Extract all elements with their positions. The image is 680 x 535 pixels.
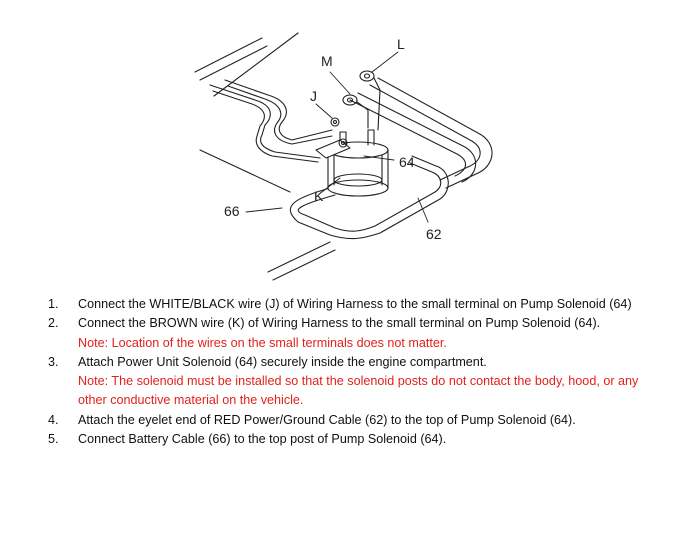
callout-66: 66 bbox=[224, 203, 240, 219]
step-number: 3. bbox=[48, 354, 59, 369]
step-3 bbox=[48, 353, 658, 411]
step-number: 4. bbox=[48, 412, 59, 427]
label-j: J bbox=[310, 88, 317, 104]
instruction-list bbox=[48, 295, 658, 449]
step-number: 1. bbox=[48, 297, 59, 311]
callout-62: 62 bbox=[426, 226, 442, 242]
eyelets bbox=[343, 71, 380, 130]
label-m: M bbox=[321, 53, 333, 69]
label-k: K bbox=[314, 188, 324, 204]
step-2 bbox=[48, 314, 658, 353]
step-number: 2. bbox=[48, 316, 59, 331]
step-text: Connect the BROWN wire (K) of Wiring Harness to the small terminal on Pump Solenoid (64). bbox=[78, 316, 601, 331]
label-l: L bbox=[397, 36, 405, 52]
step-text: Connect Battery Cable (66) to the top post of Pump Solenoid (64). bbox=[78, 432, 447, 447]
step-5 bbox=[48, 430, 658, 449]
leader-lines bbox=[246, 52, 428, 222]
step-text: Connect the WHITE/BLACK wire (J) of Wiring Harness to the small terminal on Pump Solenoid (64) bbox=[78, 297, 632, 311]
pump-solenoid-64 bbox=[316, 118, 388, 196]
power-ground-cable-62 bbox=[350, 78, 492, 188]
step-note: Note: Location of the wires on the small terminals does not matter. bbox=[78, 335, 447, 350]
step-text: Attach Power Unit Solenoid (64) securely inside the engine compartment. bbox=[78, 354, 487, 369]
step-number: 5. bbox=[48, 432, 59, 447]
step-4 bbox=[48, 411, 658, 430]
callout-64: 64 bbox=[399, 154, 415, 170]
step-text: Attach the eyelet end of RED Power/Ground Cable (62) to the top of Pump Solenoid (64). bbox=[78, 412, 576, 427]
step-1 bbox=[48, 295, 658, 314]
step-note: Note: The solenoid must be installed so that the solenoid posts do not contact the body, hood, or any other conductive material on the vehicle. bbox=[78, 374, 639, 408]
panel-edges bbox=[195, 33, 335, 280]
